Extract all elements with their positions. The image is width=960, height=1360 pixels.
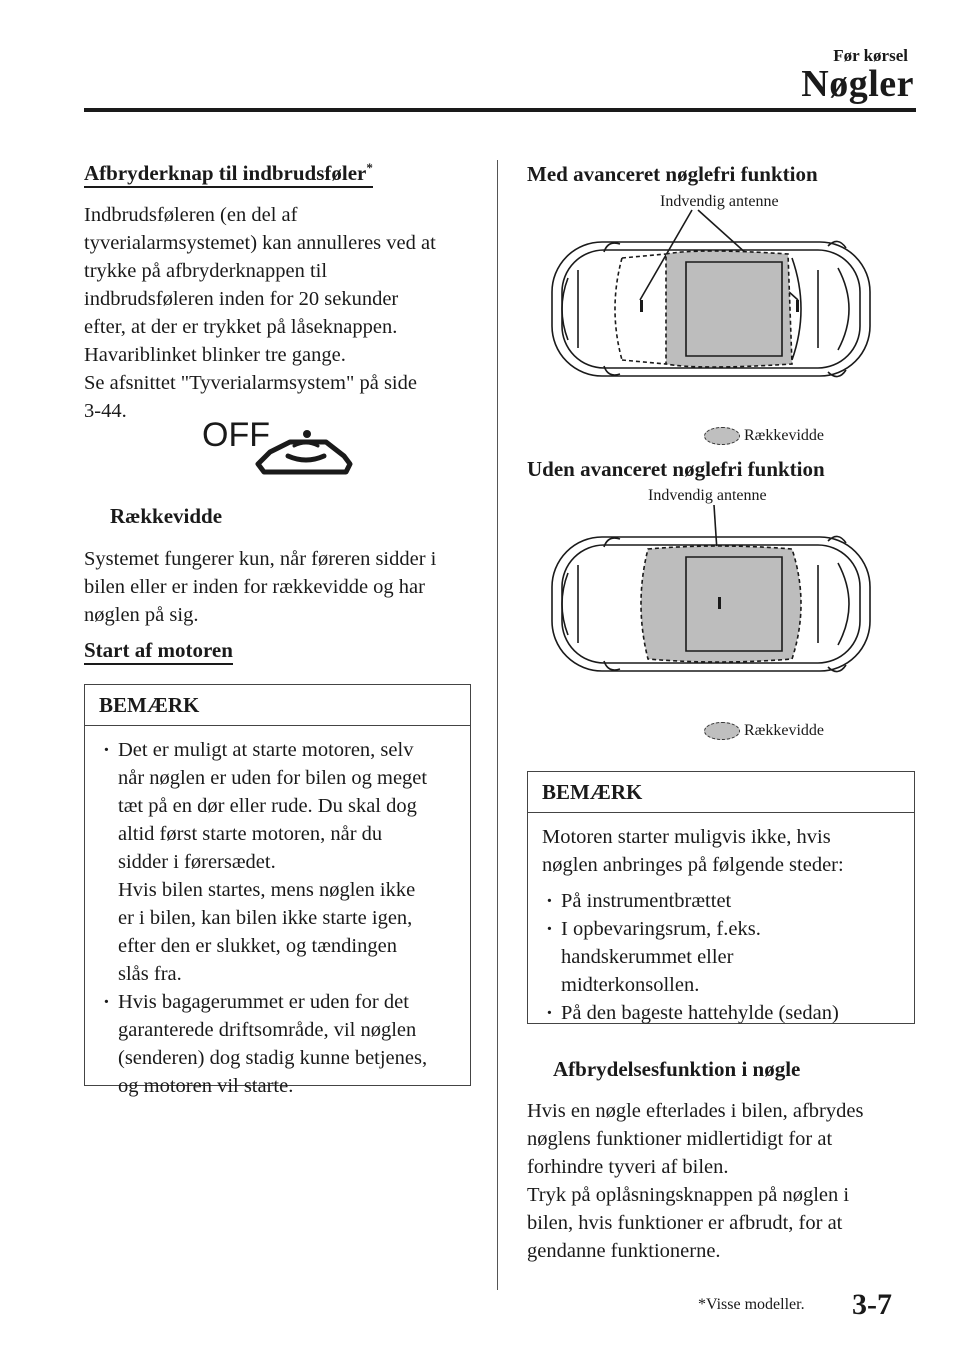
note-bullet — [542, 915, 900, 999]
text-line: Hvis en nøgle efterlades i bilen, afbrydes — [527, 1100, 864, 1122]
section-label: Før kørsel — [833, 46, 908, 65]
note-title: BEMÆRK — [528, 772, 914, 813]
cancel-function-heading: Afbrydelsesfunktion i nøgle — [553, 1057, 801, 1081]
cancel-function-paragraph — [527, 1097, 927, 1265]
range-legend-2 — [704, 722, 824, 740]
heading-start-engine — [84, 638, 233, 663]
range-label: Rækkevidde — [744, 427, 824, 444]
note-bullet — [542, 999, 900, 1027]
off-label: OFF — [202, 416, 270, 454]
text-line: · Hvis bagagerummet er uden for det — [118, 991, 409, 1013]
header-rule — [84, 108, 916, 112]
text-line: handskerummet eller — [561, 946, 734, 968]
text-line: Indbrudsføleren (en del af — [84, 204, 298, 226]
intrusion-paragraph — [84, 201, 484, 425]
page-number: 3-7 — [852, 1288, 892, 1321]
text-line: tyverialarmsystemet) kan annulleres ved at — [84, 232, 436, 254]
range-heading: Rækkevidde — [110, 504, 223, 528]
note-bullet — [99, 988, 456, 1100]
text-line: nøglen på sig. — [84, 604, 199, 626]
text-line: indbrudsføleren inden for 20 sekunder — [84, 288, 399, 310]
text-line: · På den bageste hattehylde (sedan) — [561, 1002, 839, 1024]
heading-asterisk: * — [366, 160, 373, 175]
text-line: Motoren starter muligvis ikke, hvis — [542, 826, 831, 848]
chapter-title: Nøgler — [801, 63, 914, 105]
note-body — [85, 726, 470, 1110]
note-title: BEMÆRK — [85, 685, 470, 726]
heading-with-advanced-keyless: Med avanceret nøglefri funktion — [527, 162, 818, 186]
car-range-diagram-standard — [548, 503, 878, 678]
text-line: sidder i førersædet. — [118, 851, 276, 873]
text-line: · I opbevaringsrum, f.eks. — [561, 918, 761, 940]
text-line: når nøglen er uden for bilen og meget — [118, 767, 428, 789]
range-label: Rækkevidde — [744, 722, 824, 739]
text-line: tæt på en dør eller rude. Du skal dog — [118, 795, 417, 817]
heading-without-advanced-keyless: Uden avanceret nøglefri funktion — [527, 457, 825, 481]
text-line: og motoren vil starte. — [118, 1075, 294, 1097]
text-line: 3-44. — [84, 400, 127, 422]
range-paragraph — [84, 545, 484, 629]
range-ellipse-icon — [704, 722, 740, 740]
heading-text: Afbryderknap til indbrudsføler — [84, 161, 367, 185]
text-line: · På instrumentbrættet — [561, 890, 732, 912]
note-box-start — [84, 684, 471, 1097]
range-legend-1 — [704, 427, 824, 445]
heading-text: Start af motoren — [84, 638, 233, 665]
text-line: efter den er slukket, og tændingen — [118, 935, 397, 957]
text-line: (senderen) dog stadig kunne betjenes, — [118, 1047, 428, 1069]
intrusion-off-switch-icon — [198, 412, 368, 492]
text-line: Tryk på oplåsningsknappen på nøglen i — [527, 1184, 850, 1206]
heading-intrusion-switch — [84, 160, 373, 186]
antenna-label-2: Indvendig antenne — [648, 487, 767, 504]
text-line: bilen, hvis funktioner er afbrudt, for at — [527, 1212, 843, 1234]
text-line: Hvis bilen startes, mens nøglen ikke — [118, 879, 416, 901]
note-bullet — [542, 887, 900, 915]
text-line: Systemet fungerer kun, når føreren sidder i — [84, 548, 437, 570]
text-line: Se afsnittet "Tyverialarmsystem" på side — [84, 372, 417, 394]
text-line: efter, at der er trykket på låseknappen. — [84, 316, 398, 338]
note-body — [528, 813, 914, 1037]
note-bullet — [99, 736, 456, 988]
text-line: trykke på afbryderknappen til — [84, 260, 328, 282]
range-ellipse-icon — [704, 427, 740, 445]
text-line: nøglen anbringes på følgende steder: — [542, 854, 844, 876]
text-line: Havariblinket blinker tre gange. — [84, 344, 346, 366]
car-range-diagram-advanced — [548, 208, 878, 383]
text-line: slås fra. — [118, 963, 182, 985]
text-line: garanterede driftsområde, vil nøglen — [118, 1019, 417, 1041]
text-line: gendanne funktionerne. — [527, 1240, 721, 1262]
text-line: er i bilen, kan bilen ikke starte igen, — [118, 907, 413, 929]
footnote: *Visse modeller. — [698, 1296, 805, 1313]
text-line: bilen eller er inden for rækkevidde og har — [84, 576, 425, 598]
text-line: forhindre tyveri af bilen. — [527, 1156, 729, 1178]
column-divider — [497, 160, 498, 1290]
range-zone — [666, 251, 792, 367]
text-line: midterkonsollen. — [561, 974, 700, 996]
note-box-key-locations — [527, 771, 915, 1024]
text-line: · Det er muligt at starte motoren, selv — [118, 739, 414, 761]
text-line: altid først starte motoren, når du — [118, 823, 383, 845]
antenna-label-1: Indvendig antenne — [660, 193, 779, 210]
text-line: nøglens funktioner midlertidigt for at — [527, 1128, 833, 1150]
